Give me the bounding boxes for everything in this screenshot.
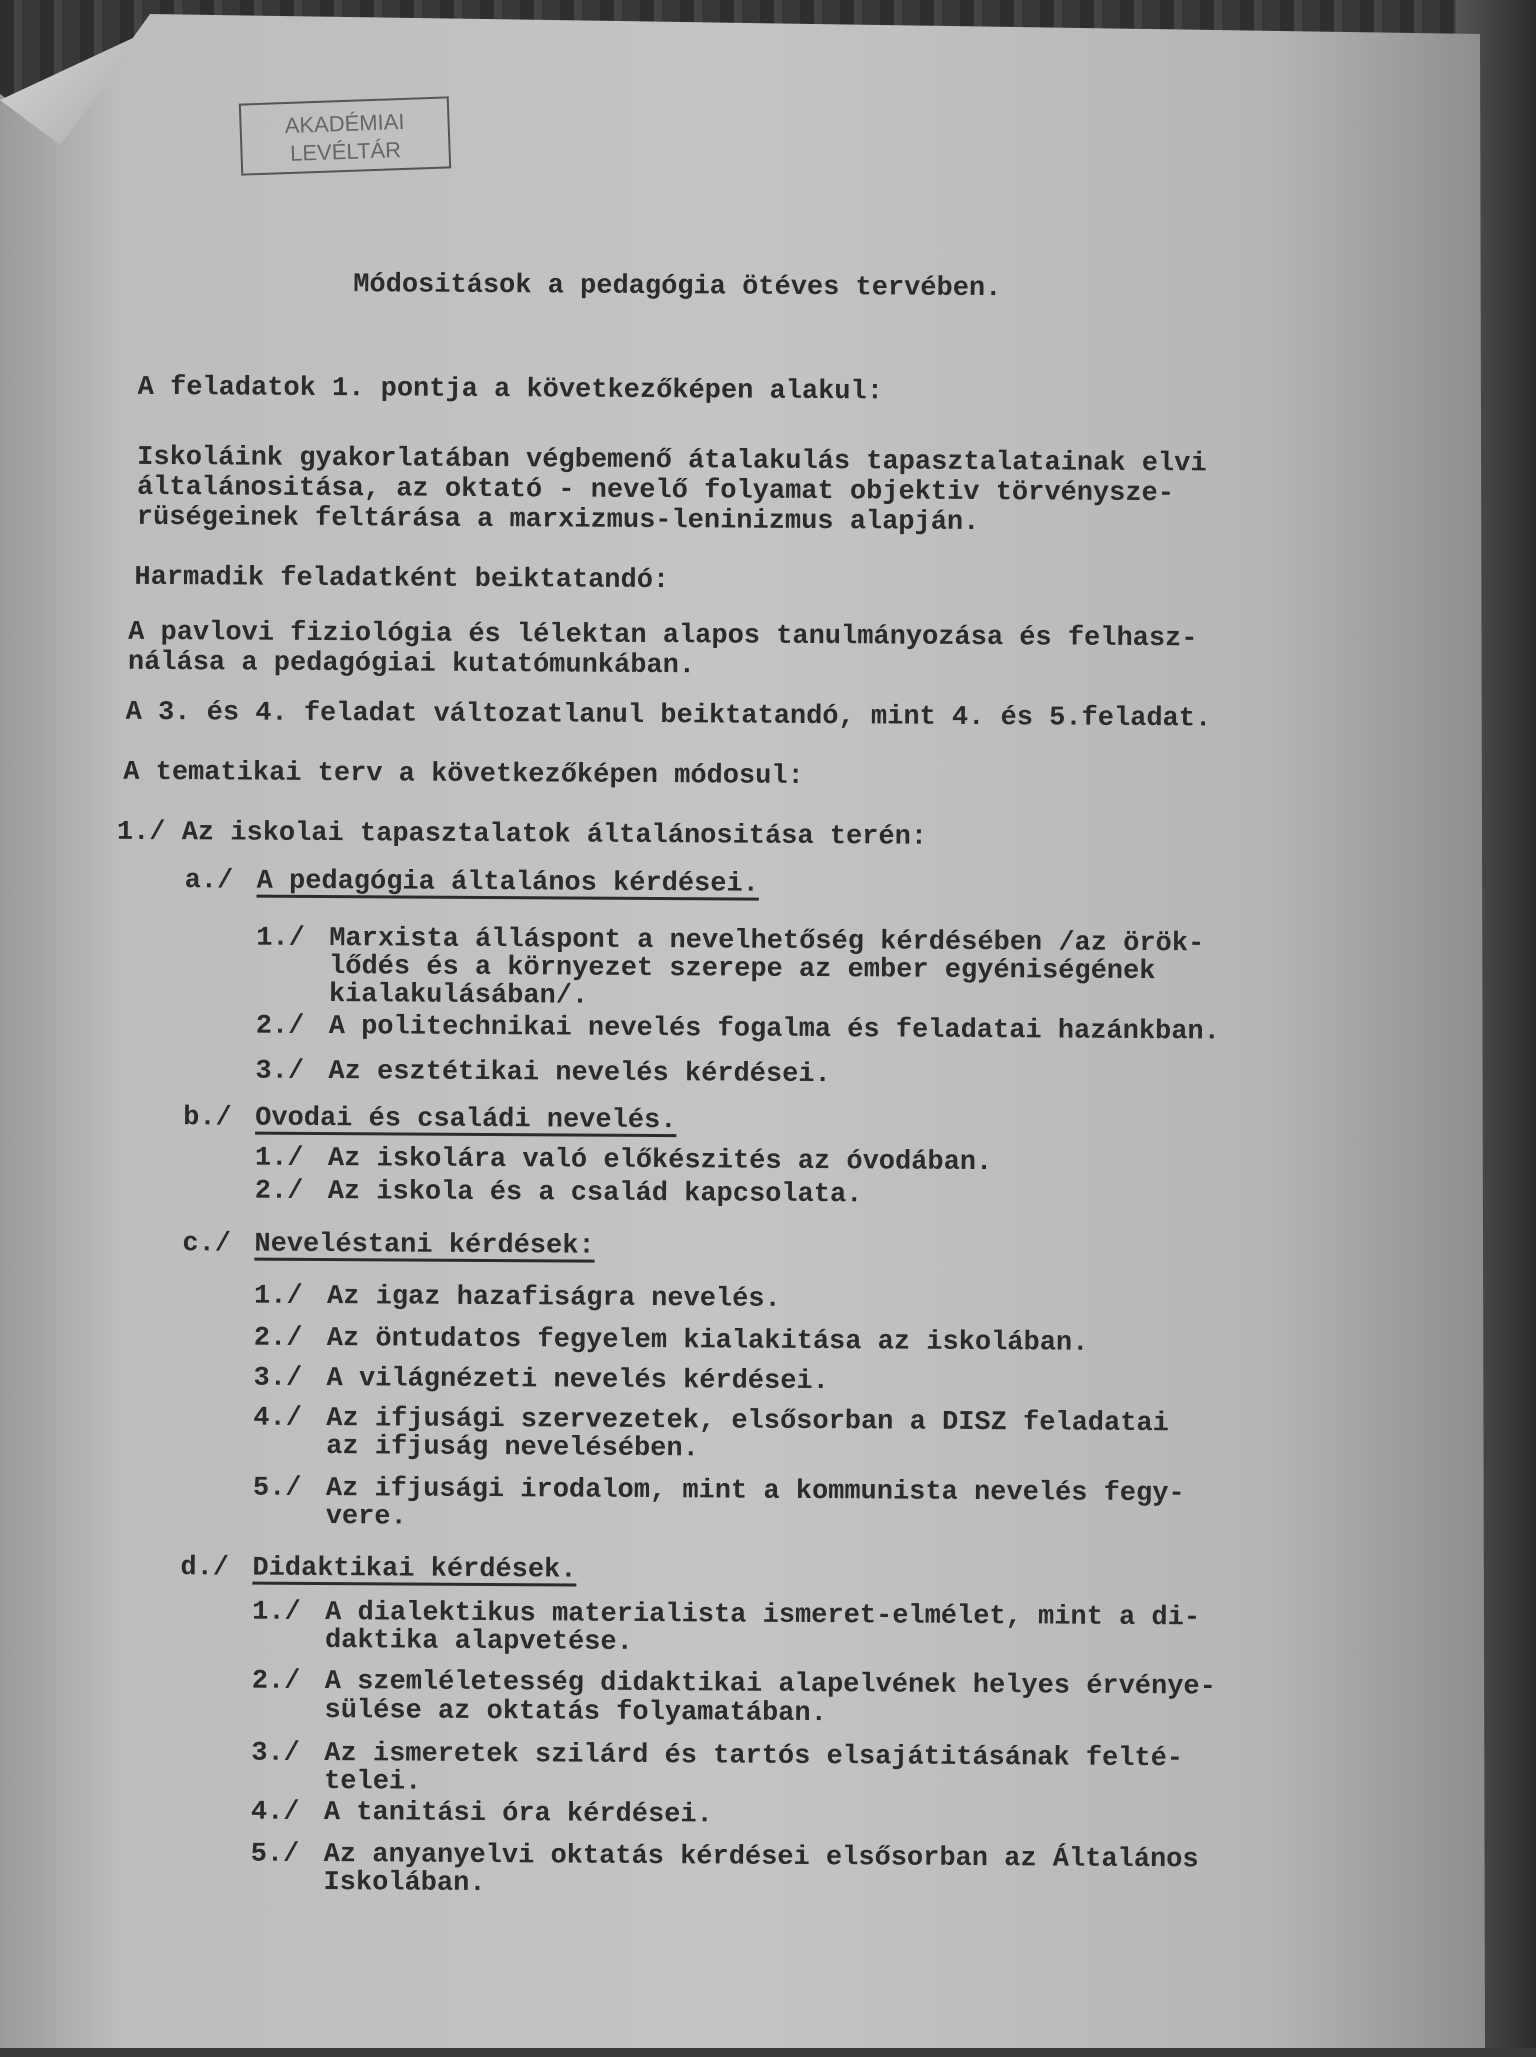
item-text-line: A politechnikai nevelés fogalma és feladatai hazánkban. [328, 1012, 1220, 1048]
stamp-line-2: LEVÉLTÁR [289, 137, 402, 166]
group-marker: b./ [183, 1103, 232, 1134]
tasks-note: A 3. és 4. feladat változatlanul beiktatandó, mint 4. és 5.feladat. [125, 697, 1212, 735]
paragraph-line: általánositása, az oktató - nevelő folyamat objektiv törvénysze- [136, 472, 1175, 510]
intro-heading: A feladatok 1. pontja a következőképen alakul: [137, 372, 884, 408]
item-number: 4./ [250, 1797, 300, 1828]
item-text-line: az ifjuság nevelésében. [326, 1432, 699, 1465]
item-text-line: Az ismeretek szilárd és tartós elsajátitásának felté- [324, 1739, 1184, 1775]
group-marker: a./ [184, 866, 234, 897]
item-text-line: sülése az oktatás folyamatában. [324, 1696, 827, 1730]
group-marker: d./ [180, 1553, 230, 1584]
item-number: 1./ [254, 1143, 304, 1174]
group-marker: c./ [182, 1229, 232, 1260]
item-number: 2./ [254, 1176, 304, 1207]
stamp-line-1: AKADÉMIAI [284, 108, 405, 139]
item-number: 3./ [251, 1738, 300, 1769]
item-number: 1./ [253, 1281, 303, 1312]
item-text-line: Az öntudatos fegyelem kialakitása az iskolában. [326, 1324, 1089, 1359]
item-text-line: Az anyanyelvi oktatás kérdései elsősorban az Általános [323, 1840, 1199, 1876]
document-title: Módositások a pedagógia ötéves tervében. [353, 270, 1002, 305]
item-number: 2./ [255, 1011, 305, 1042]
item-number: 4./ [253, 1403, 303, 1434]
section-1-heading: 1./ Az iskolai tapasztalatok általánositása terén: [116, 817, 928, 853]
item-number: 3./ [253, 1363, 303, 1394]
item-text-line: Marxista álláspont a nevelhetőség kérdésében /az örök- [329, 924, 1205, 960]
thematic-heading: A tematikai terv a következőképen módosul: [123, 757, 804, 792]
item-number: 5./ [252, 1473, 302, 1504]
item-number: 2./ [253, 1323, 303, 1354]
item-text-line: Az esztétikai nevelés kérdései. [328, 1057, 831, 1091]
third-task-heading: Harmadik feladatként beiktatandó: [134, 562, 670, 597]
item-text-line: Az igaz hazafiságra nevelés. [326, 1282, 781, 1315]
item-text-line: Az ifjusági szervezetek, elsősorban a DISZ feladatai [326, 1404, 1169, 1440]
item-text-line: Az iskola és a család kapcsolata. [327, 1177, 863, 1211]
item-number: 3./ [255, 1056, 305, 1087]
item-text-line: A tanitási óra kérdései. [323, 1798, 713, 1831]
paragraph-line: rüségeinek feltárása a marxizmus-leninizmus alapján. [136, 502, 980, 538]
group-title: Neveléstani kérdések: [254, 1229, 595, 1262]
paragraph-line: Iskoláink gyakorlatában végbemenő átalakulás tapasztalatainak elvi [137, 442, 1207, 480]
item-text-line: A világnézeti nevelés kérdései. [326, 1364, 829, 1398]
item-number: 5./ [250, 1839, 300, 1870]
item-number: 1./ [252, 1597, 301, 1628]
third-task-line: A pavlovi fiziológia és lélektan alapos tanulmányozása és felhasz- [128, 617, 1198, 655]
item-number: 2./ [251, 1666, 301, 1697]
item-text-line: Iskolában. [323, 1868, 486, 1900]
item-text-line: Az ifjusági irodalom, mint a kommunista nevelés fegy- [325, 1474, 1185, 1510]
item-text-line: A szemléletesség didaktikai alapelvének helyes érvénye- [324, 1667, 1216, 1703]
group-title: Didaktikai kérdések. [252, 1553, 577, 1586]
item-text-line: telei. [324, 1767, 422, 1798]
item-text-line: lődés és a környezet szerepe az ember egyéniségének [329, 952, 1156, 988]
item-text-line: daktika alapvetése. [324, 1626, 633, 1658]
item-text-line: A dialektikus materialista ismeret-elmélet, mint a di- [325, 1598, 1201, 1634]
item-text-line: Az iskolára való előkészités az óvodában. [327, 1144, 993, 1179]
group-title: A pedagógia általános kérdései. [256, 866, 759, 900]
item-text-line: kialakulásában/. [328, 980, 589, 1012]
group-title: Ovodai és családi nevelés. [255, 1103, 677, 1137]
item-text-line: vere. [325, 1502, 407, 1533]
third-task-line: nálása a pedagógiai kutatómunkában. [127, 647, 696, 682]
item-number: 1./ [256, 923, 305, 954]
